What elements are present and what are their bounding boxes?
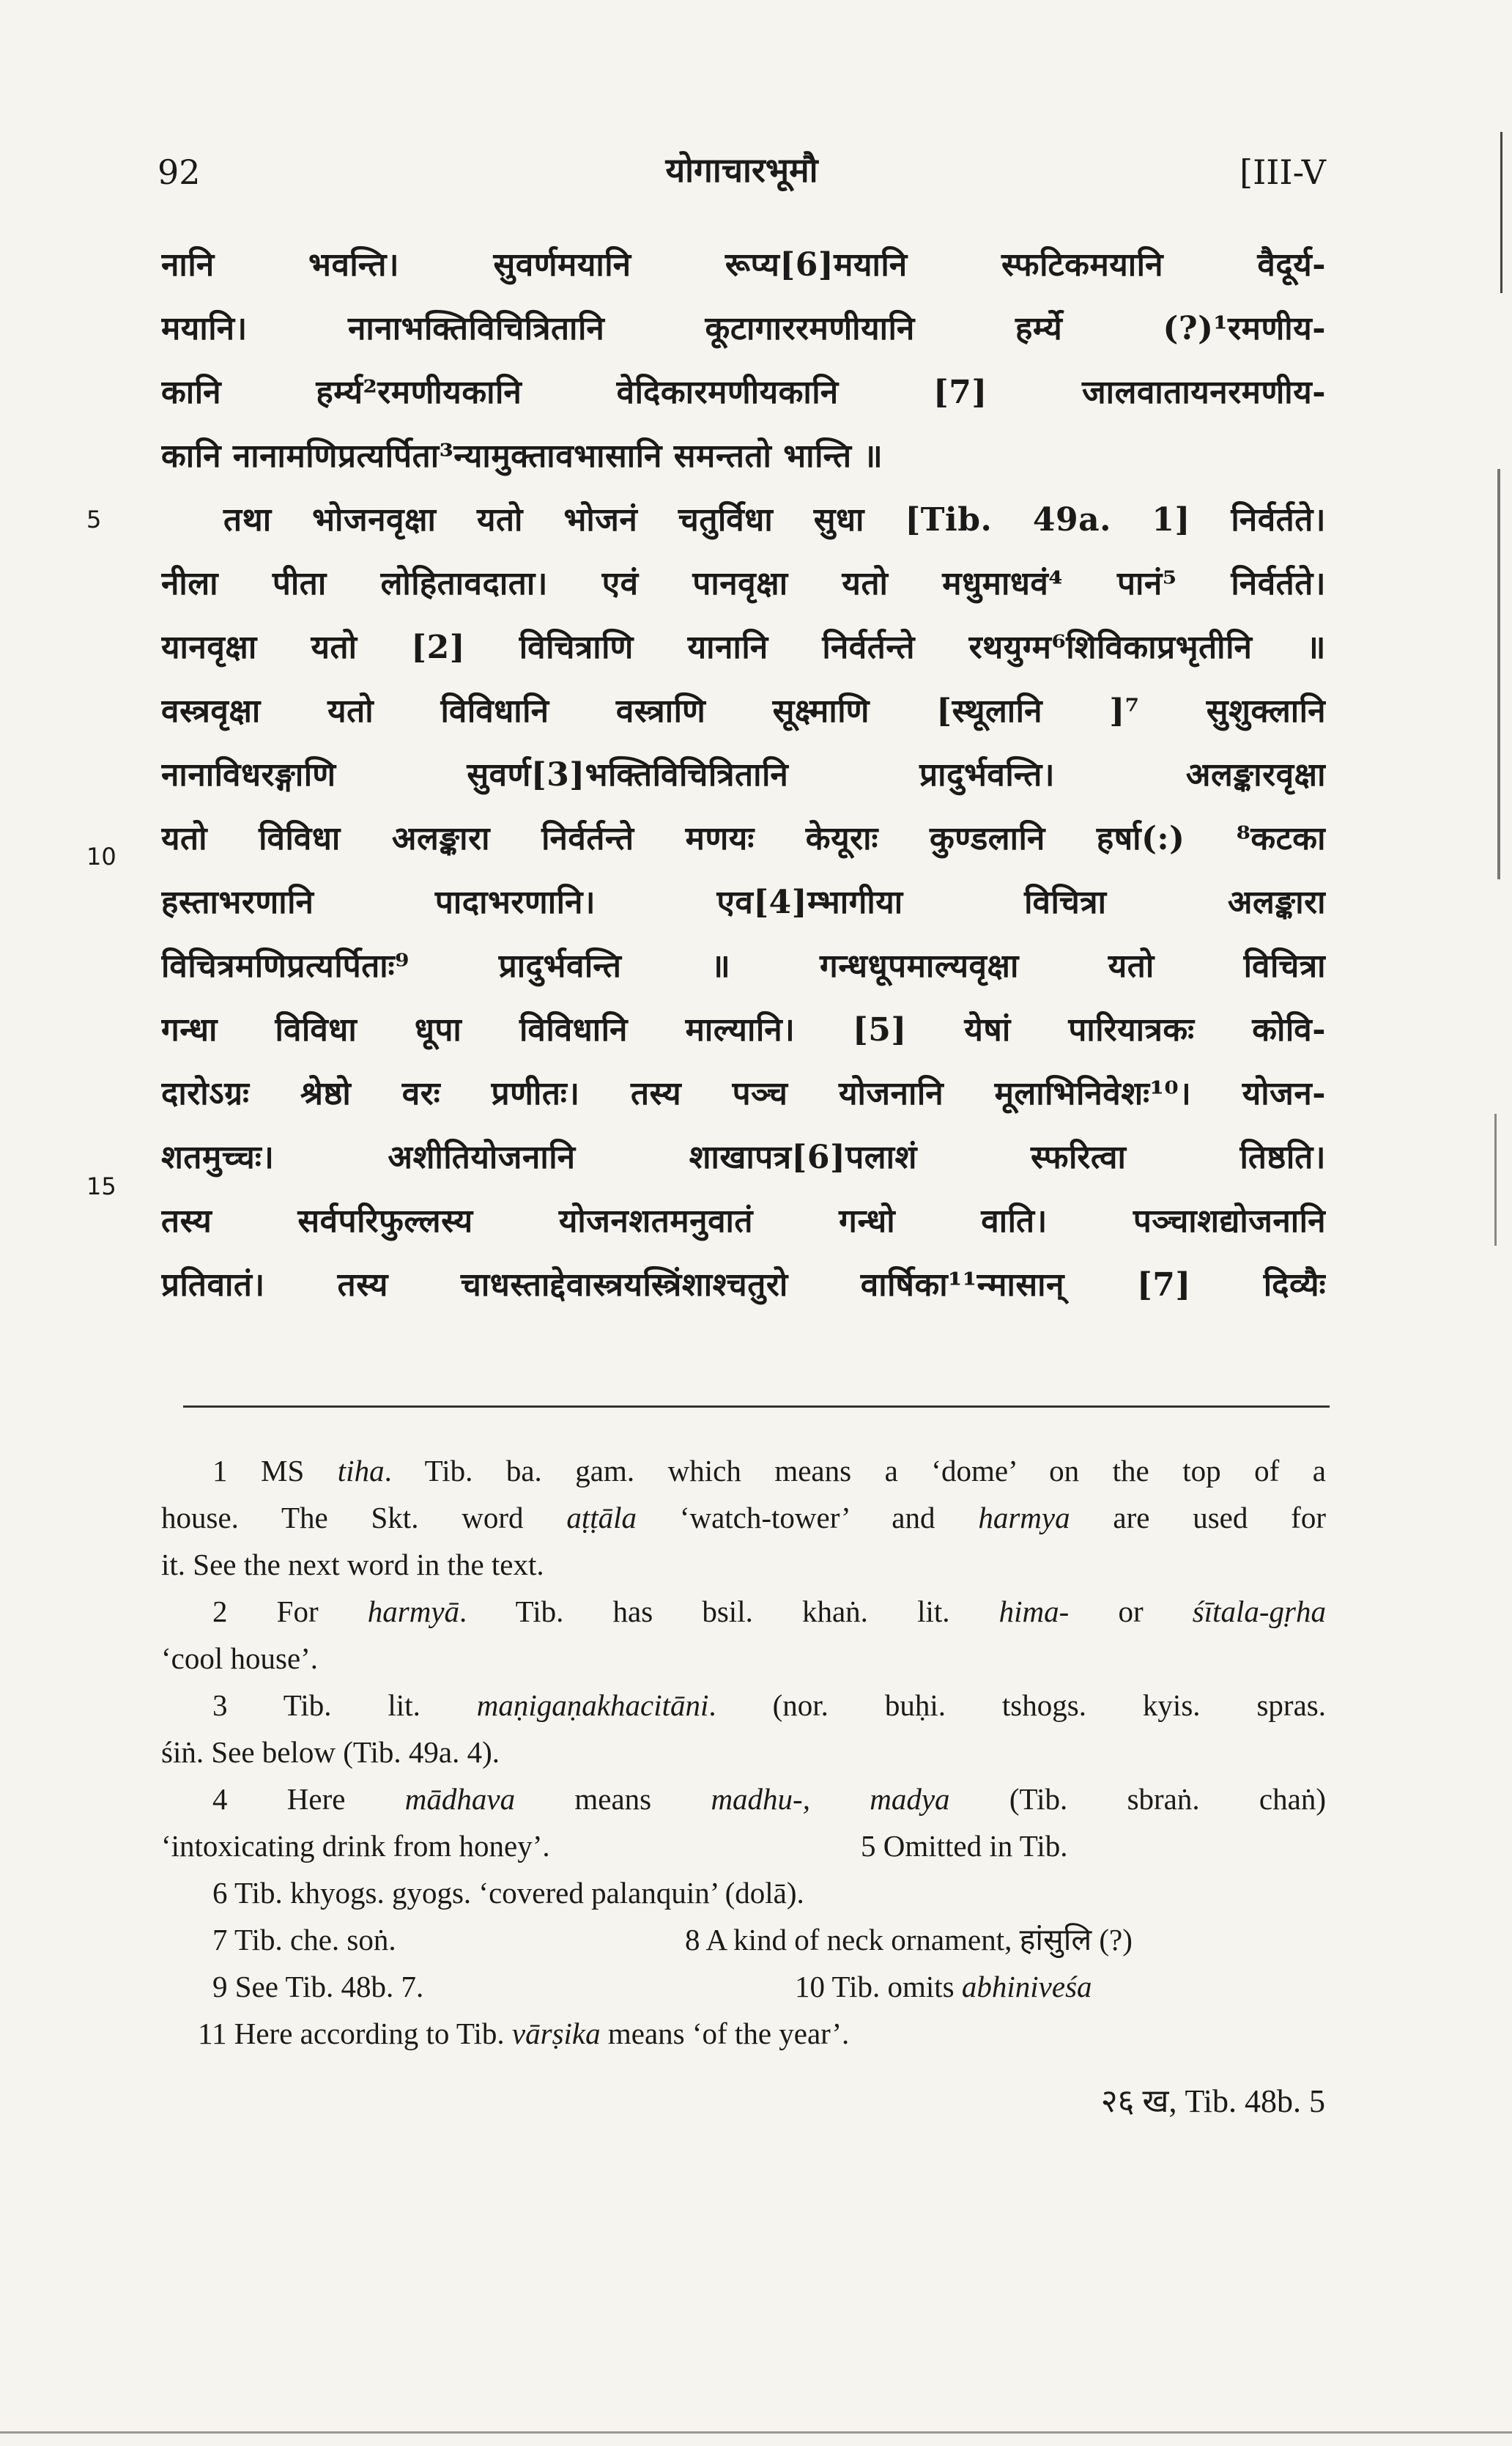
footnote-1-cont: house. The Skt. word aṭṭāla ‘watch-tower’ and harmya are used for <box>161 1501 1326 1534</box>
line-number-10: 10 <box>86 843 116 871</box>
footnote-9-10 <box>161 1963 1326 2010</box>
footnote-9: 9 See Tib. 48b. 7. <box>212 1970 424 2003</box>
scan-bottom-edge <box>0 2431 1512 2434</box>
signature-mark: २६ ख, Tib. 48b. 5 <box>1100 2083 1325 2119</box>
scan-edge-mark <box>1500 132 1502 293</box>
footnote-1: 1 MS tiha. Tib. ba. gam. which means a ‘dome’ on the top of a <box>212 1454 1326 1488</box>
footnote-3: 3 Tib. lit. maṇigaṇakhacitāni. (nor. buḥi. tshogs. kyis. spras. <box>212 1688 1326 1722</box>
running-header <box>158 147 1326 198</box>
footnote-8: 8 A kind of neck ornament, हांसुलि (?) <box>685 1923 1133 1957</box>
text-line: यानवृक्षा यतो [2] विचित्राणि यानानि निर्वर्तन्ते रथयुग्म⁶शिविकाप्रभृतीनि ॥ <box>161 629 1326 666</box>
text-line: नीला पीता लोहितावदाता। एवं पानवृक्षा यतो मधुमाधवं⁴ पानं⁵ निर्वर्तते। <box>161 565 1326 602</box>
footnote-2: 2 For harmyā. Tib. has bsil. khaṅ. lit. hima- or śītala-gṛha <box>212 1595 1326 1628</box>
text-line: कानि हर्म्य²रमणीयकानि वेदिकारमणीयकानि [7] जालवातायनरमणीय- <box>161 374 1326 411</box>
footnotes <box>161 1447 1326 2057</box>
footnote-4: 4 Here mādhava means madhu-, madya (Tib. sbraṅ. chaṅ) <box>212 1782 1326 1816</box>
text-line: दारोऽग्रः श्रेष्ठो वरः प्रणीतः। तस्य पञ्च योजनानि मूलाभिनिवेशः¹⁰। योजन- <box>161 1075 1326 1112</box>
running-title: योगाचारभूमौ <box>665 150 818 190</box>
section-label: [III-V <box>1239 152 1326 192</box>
text-line: नानि भवन्ति। सुवर्णमयानि रूप्य[6]मयानि स्फटिकमयानि वैदूर्य- <box>161 246 1326 284</box>
footnote-10: 10 Tib. omits abhiniveśa <box>795 1970 1092 2003</box>
footnote-divider <box>183 1405 1330 1408</box>
scan-edge-mark <box>1497 469 1500 879</box>
text-line: विचित्रमणिप्रत्यर्पिताः⁹ प्रादुर्भवन्ति ॥ गन्धधूपमाल्यवृक्षा यतो विचित्रा <box>161 947 1326 985</box>
page-number: 92 <box>158 152 201 192</box>
text-line: तथा भोजनवृक्षा यतो भोजनं चतुर्विधा सुधा [Tib. 49a. 1] निर्वर्तते। <box>223 501 1326 539</box>
footnote-5: 5 Omitted in Tib. <box>861 1829 1068 1863</box>
text-line: तस्य सर्वपरिफुल्लस्य योजनशतमनुवातं गन्धो वाति। पञ्चाशद्योजनानि <box>161 1202 1326 1240</box>
text-line: शतमुच्चः। अशीतियोजनानि शाखापत्र[6]पलाशं स्फरित्वा तिष्ठति। <box>161 1139 1326 1176</box>
footnote-2-end: ‘cool house’. <box>161 1641 319 1675</box>
text-line: मयानि। नानाभक्तिविचित्रितानि कूटागाररमणीयानि हर्म्ये (?)¹रमणीय- <box>161 310 1326 347</box>
footnote-7-8 <box>161 1916 1326 1963</box>
text-line: यतो विविधा अलङ्कारा निर्वर्तन्ते मणयः केयूराः कुण्डलानि हर्षा(:) ⁸कटका <box>161 820 1326 857</box>
footnote-1-end: it. See the next word in the text. <box>161 1548 544 1581</box>
main-text <box>161 233 1326 1317</box>
text-line: कानि नानामणिप्रत्यर्पिता³न्यामुक्तावभासानि समन्ततो भान्ति ॥ <box>161 437 883 475</box>
text-line: प्रतिवातं। तस्य चाधस्ताद्देवास्त्रयस्त्रिंशाश्चतुरो वार्षिका¹¹न्मासान् [7] दिव्यैः <box>161 1266 1326 1304</box>
footnote-11: 11 Here according to Tib. vārṣika means ‘of the year’. <box>198 2017 850 2050</box>
scan-edge-mark <box>1494 1114 1497 1246</box>
footnote-4-end: ‘intoxicating drink from honey’. 5 Omitted in Tib. <box>161 1822 1326 1869</box>
line-number-15: 15 <box>86 1172 116 1200</box>
footnote-6: 6 Tib. khyogs. gyogs. ‘covered palanquin’ (dolā). <box>212 1876 804 1910</box>
footnote-3-end: śiṅ. See below (Tib. 49a. 4). <box>161 1735 500 1769</box>
line-number-5: 5 <box>86 506 102 533</box>
text-line: वस्त्रवृक्षा यतो विविधानि वस्त्राणि सूक्ष्माणि [स्थूलानि ]⁷ सुशुक्लानि <box>161 692 1326 730</box>
text-line: नानाविधरङ्गाणि सुवर्ण[3]भक्तिविचित्रितानि प्रादुर्भवन्ति। अलङ्कारवृक्षा <box>161 756 1326 794</box>
text-line: गन्धा विविधा धूपा विविधानि माल्यानि। [5] येषां पारियात्रकः कोवि- <box>161 1011 1326 1049</box>
footnote-7: 7 Tib. che. soṅ. <box>212 1923 396 1957</box>
text-line: हस्ताभरणानि पादाभरणानि। एव[4]म्भागीया विचित्रा अलङ्कारा <box>161 884 1326 921</box>
